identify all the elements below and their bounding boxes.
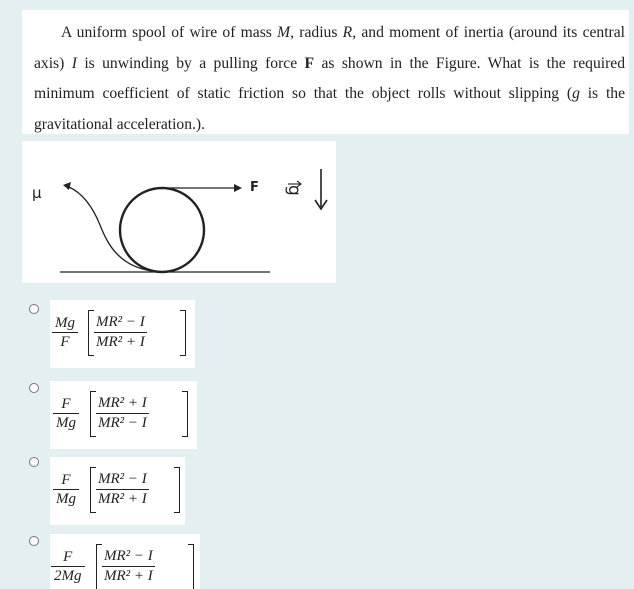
mass-symbol: M [277,24,291,41]
mu-label: μ [32,184,42,202]
gravity-symbol: g [572,85,580,102]
option-2-right-bracket [182,391,188,437]
question-text-2: , radius [290,24,343,41]
question-text-3: , and moment of inertia (around its central axis) [34,24,625,72]
option-3-bracket-denominator: MR² + I [98,491,147,507]
option-4-expression [50,534,200,589]
option-4-coef-denominator: 2Mg [54,568,82,584]
force-label: F [250,180,259,195]
option-3-bracket-numerator: MR² − I [96,470,149,490]
inertia-symbol: I [71,54,77,72]
option-2-bracket-fraction [96,394,149,433]
spool-diagram [22,141,336,283]
option-4-coef-numerator: F [51,548,85,567]
option-2-coef-numerator: F [53,395,79,414]
option-1-coef-numerator: Mg [52,314,78,333]
force-symbol: F [304,54,315,72]
option-4-bracket-denominator: MR² + I [104,568,153,584]
option-2-coef-denominator: Mg [56,415,76,431]
option-4-bracket-numerator: MR² − I [102,547,155,567]
option-4-radio[interactable] [29,536,39,546]
option-1-expression [50,300,195,368]
option-3-right-bracket [174,467,180,513]
option-4-right-bracket [188,544,194,589]
option-3-coef-fraction [53,471,79,508]
question-text-4: is unwinding by a pulling force [76,54,305,72]
option-4-coef-fraction [51,548,85,585]
wire-arrowhead [63,182,71,190]
option-2-coef-fraction [53,395,79,432]
question-text-6: is the gravitational acceleration.). [34,85,625,133]
radius-symbol: R [342,24,353,41]
option-1-bracket-numerator: MR² − I [94,313,147,333]
option-1-radio[interactable] [29,304,39,314]
option-3-coef-denominator: Mg [56,491,76,507]
option-1-coef-denominator: F [60,334,70,350]
option-2-bracket-numerator: MR² + I [96,394,149,414]
option-3-expression [50,457,185,525]
spool-circle [120,188,204,272]
option-1-bracket-denominator: MR² + I [96,334,145,350]
force-arrowhead [234,184,242,192]
option-1-bracket-fraction [94,313,147,352]
question-text-1: A uniform spool of wire of mass [61,24,278,41]
option-1-right-bracket [180,310,186,356]
question-text [22,10,629,134]
option-3-radio[interactable] [29,457,39,467]
unwinding-wire [69,187,162,272]
option-3-bracket-fraction [96,470,149,509]
spool-figure [22,141,336,283]
option-2-expression [50,381,197,449]
question-text-5: as shown in the Figure. What is the required minimum coefficient of static friction so that the object rolls without slipping ( [34,54,626,102]
option-2-radio[interactable] [29,383,39,393]
option-4-bracket-fraction [102,547,155,586]
gravity-label: g [284,185,304,196]
option-2-bracket-denominator: MR² − I [98,415,147,431]
option-1-coef-fraction [52,314,78,351]
option-3-coef-numerator: F [53,471,79,490]
